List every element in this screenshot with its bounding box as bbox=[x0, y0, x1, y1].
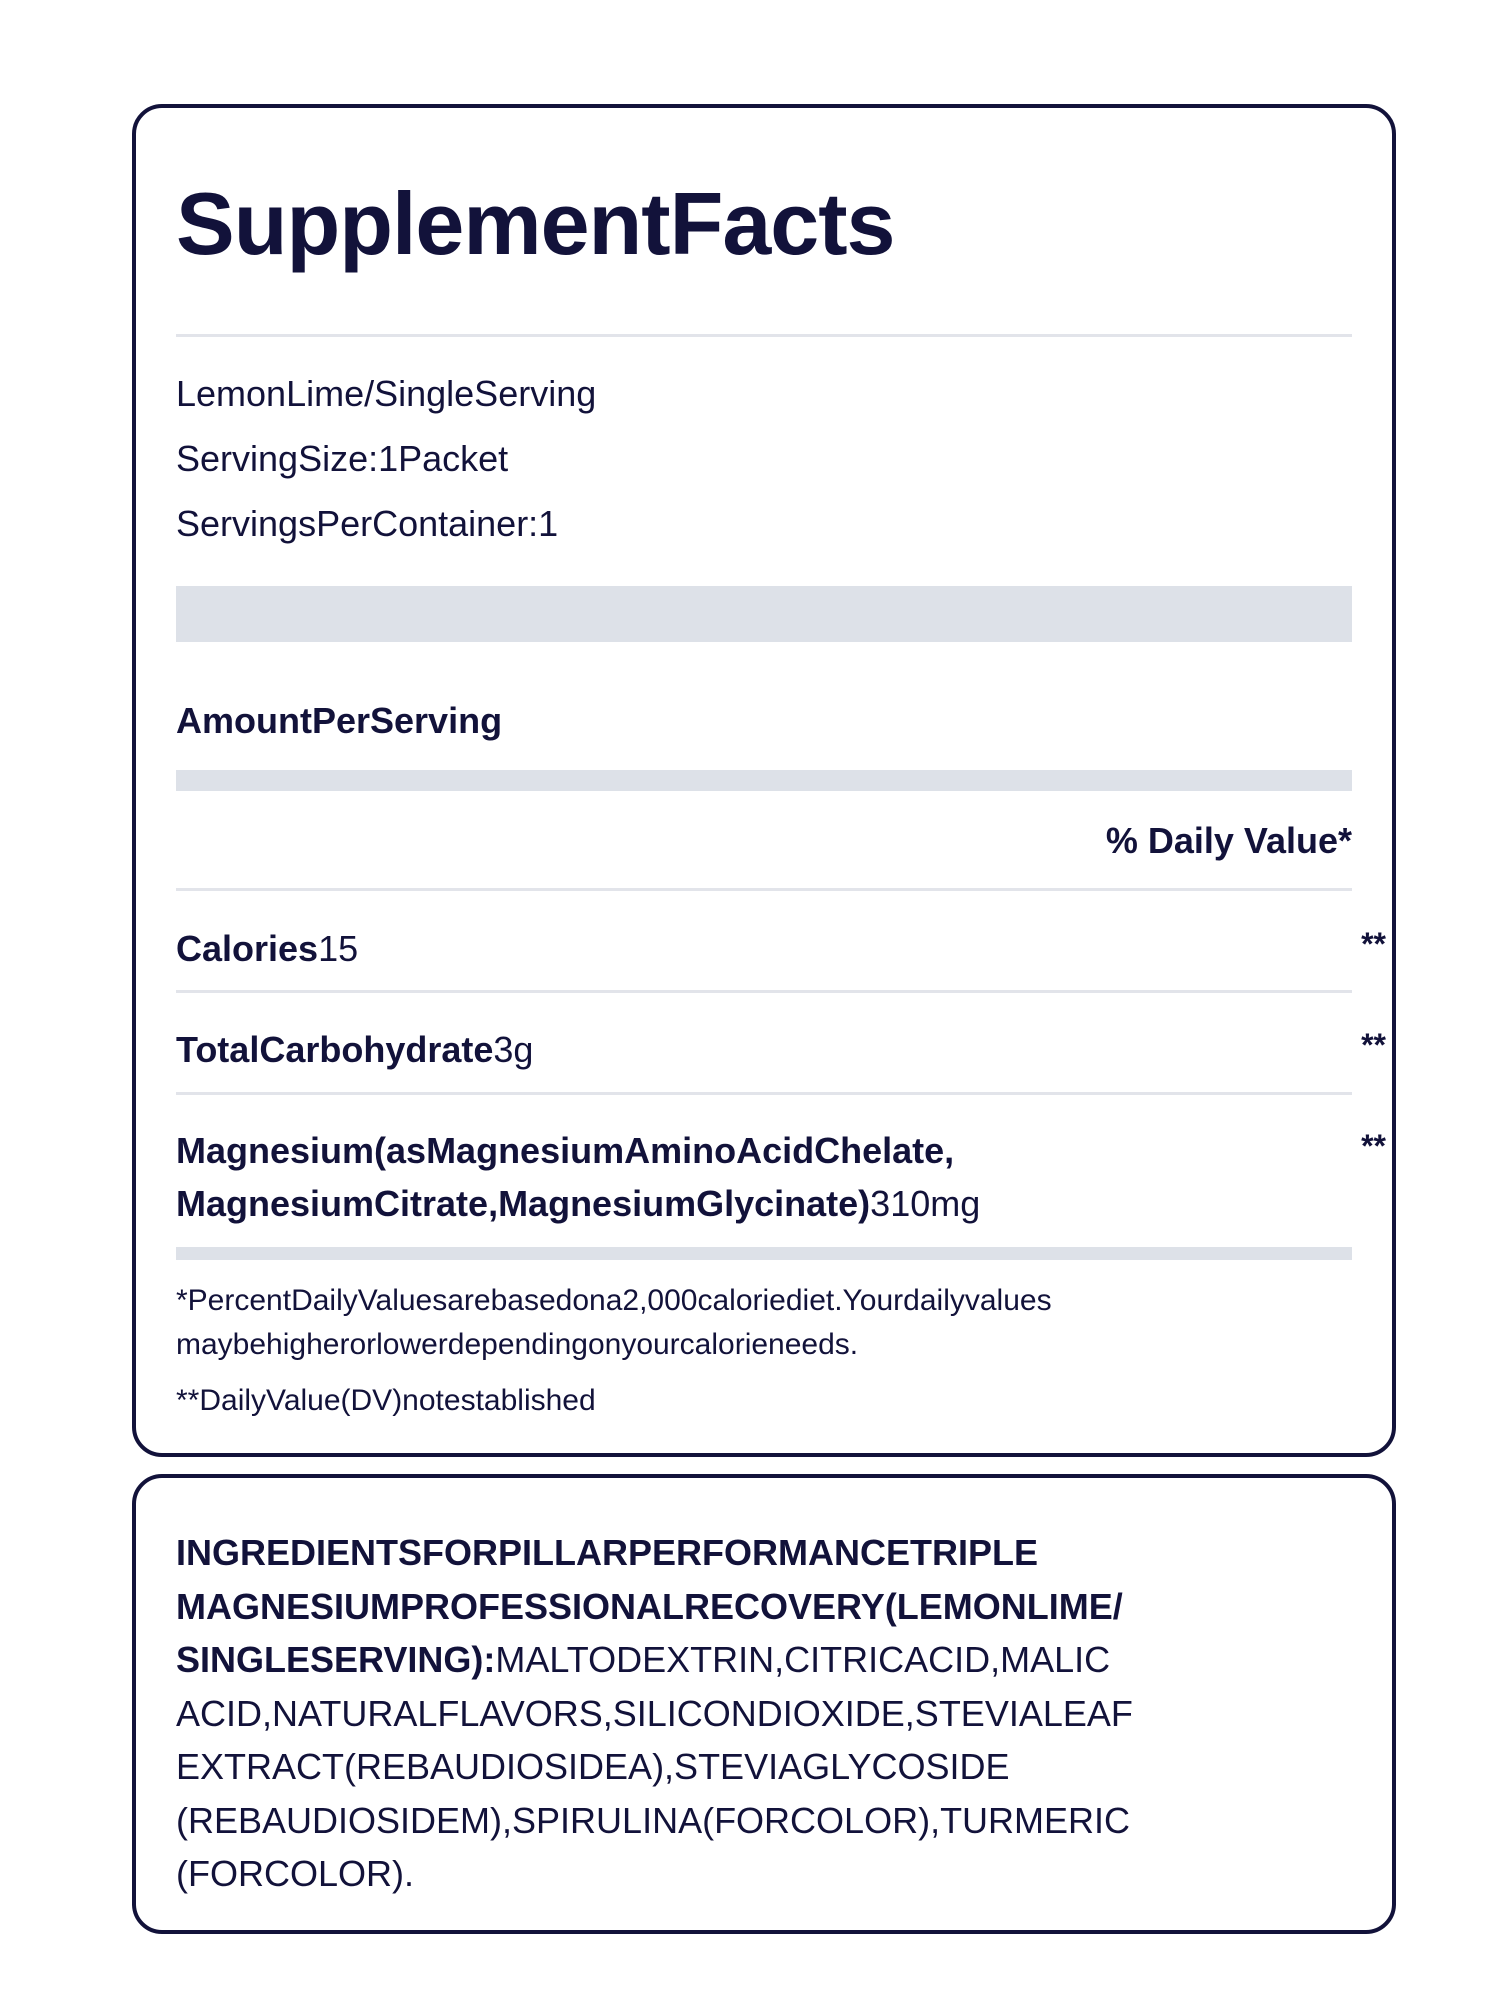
divider bbox=[176, 888, 1352, 891]
divider bbox=[176, 334, 1352, 337]
servings-per-container-text: ServingsPerContainer:1 bbox=[176, 503, 559, 544]
divider bbox=[176, 1092, 1352, 1095]
ingredients-panel bbox=[132, 1474, 1396, 1934]
daily-value-mark: ** bbox=[1361, 1128, 1386, 1164]
nutrient-amount: 3g bbox=[493, 1029, 534, 1070]
nutrient-name-line2: MagnesiumCitrate,MagnesiumGlycinate) bbox=[176, 1183, 871, 1224]
daily-value-mark: ** bbox=[1361, 1027, 1386, 1063]
nutrient-amount: 15 bbox=[318, 928, 359, 969]
medium-divider-bar bbox=[176, 770, 1352, 791]
nutrient-row-magnesium bbox=[176, 1124, 1352, 1230]
ingredients-text bbox=[176, 1526, 1352, 1901]
footnote-daily-values-line1: *PercentDailyValuesarebasedona2,000caloriediet.Yourdailyvalues bbox=[176, 1284, 1052, 1317]
footnote-dv-not-established: **DailyValue(DV)notestablished bbox=[176, 1384, 596, 1417]
supplement-facts-panel bbox=[132, 104, 1396, 1457]
nutrient-name-line1: Magnesium(asMagnesiumAminoAcidChelate, bbox=[176, 1130, 955, 1171]
panel-title: SupplementFacts bbox=[176, 174, 895, 273]
thick-divider-bar bbox=[176, 586, 1352, 642]
nutrient-name: TotalCarbohydrate bbox=[176, 1029, 494, 1070]
daily-value-mark: ** bbox=[1361, 926, 1386, 962]
nutrient-name: Calories bbox=[176, 928, 319, 969]
divider bbox=[176, 990, 1352, 993]
flavor-text: LemonLime/SingleServing bbox=[176, 373, 597, 414]
nutrient-row-carbohydrate bbox=[176, 1023, 1352, 1076]
footnote-daily-values-line2: maybehigherorlowerdependingonyourcalorieneeds. bbox=[176, 1328, 859, 1361]
ingredients-list: MALTODEXTRIN,CITRICACID,MALIC ACID,NATURALFLAVORS,SILICONDIOXIDE,STEVIALEAF EXTRACT(REBAUDIOSIDEA),STEVIAGLYCOSIDE (REBAUDIOSIDEM),SPIRULINA(FORCOLOR),TURMERIC (FORCOLOR). bbox=[176, 1639, 1133, 1894]
footnote-divider-bar bbox=[176, 1247, 1352, 1260]
nutrient-row-calories bbox=[176, 922, 1352, 975]
daily-value-header: % Daily Value* bbox=[1105, 820, 1352, 861]
amount-per-serving-heading: AmountPerServing bbox=[176, 700, 503, 741]
ingredients-heading: INGREDIENTSFORPILLARPERFORMANCETRIPLE MAGNESIUMPROFESSIONALRECOVERY(LEMONLIME/ SINGLESERVING): bbox=[176, 1532, 1123, 1680]
serving-size-text: ServingSize:1Packet bbox=[176, 438, 509, 479]
nutrient-amount: 310mg bbox=[870, 1183, 981, 1224]
